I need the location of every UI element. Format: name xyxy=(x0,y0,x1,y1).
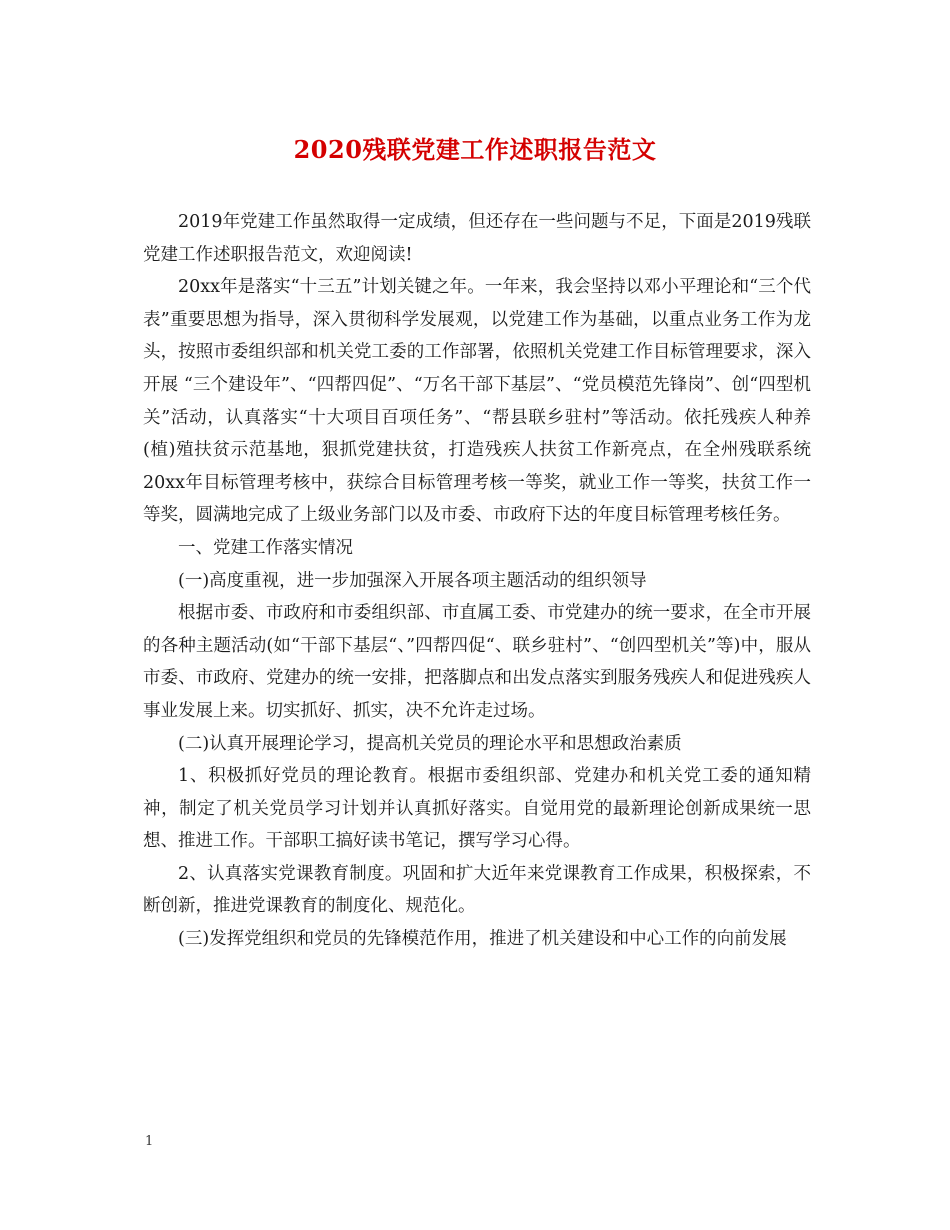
paragraph-item-2: 2、认真落实党课教育制度。巩固和扩大近年来党课教育工作成果，积极探索，不断创新，推进党课教育的制度化、规范化。 xyxy=(143,863,811,917)
page-number: 1 xyxy=(145,1134,154,1149)
paragraph-subsection-1: 根据市委、市政府和市委组织部、市直属工委、市党建办的统一要求，在全市开展的各种主题活动(如“干部下基层“、”四帮四促“、联乡驻村”、“创四型机关”等)中，服从市委、市政府、党建办的统一安排，把落脚点和出发点落实到服务残疾人和促进残疾人事业发展上来。切实抓好、抓实，决不允许走过场。 xyxy=(143,603,811,721)
subsection-heading-1: (一)高度重视，进一步加强深入开展各项主题活动的组织领导 xyxy=(178,570,647,591)
section-heading-1: 一、党建工作落实情况 xyxy=(178,537,353,558)
subsection-heading-3: (三)发挥党组织和党员的先锋模范作用，推进了机关建设和中心工作的向前发展 xyxy=(178,929,787,950)
document-title: 2020残联党建工作述职报告范文 xyxy=(293,135,657,164)
paragraph-item-1: 1、积极抓好党员的理论教育。根据市委组织部、党建办和机关党工委的通知精神，制定了机关党员学习计划并认真抓好落实。自觉用党的最新理论创新成果统一思想、推进工作。干部职工搞好读书笔记，撰写学习心得。 xyxy=(143,766,811,852)
paragraph-overview: 20xx年是落实“十三五”计划关键之年。一年来，我会坚持以邓小平理论和“三个代表”重要思想为指导，深入贯彻科学发展观，以党建工作为基础，以重点业务工作为龙头，按照市委组织部和机关党工委的工作部署，依照机关党建工作目标管理要求，深入开展 “三个建设年”、“四帮四促”、“万名干部下基层”、“党员模范先锋岗”、创“四型机关”活动，认真落实“十大项目百项任务”、“帮县联乡驻村”等活动。依托残疾人种养(植)殖扶贫示范基地，狠抓党建扶贫，打造残疾人扶贫工作新亮点，在全州残联系统20xx年目标管理考核中，获综合目标管理考核一等奖，就业工作一等奖，扶贫工作一等奖，圆满地完成了上级业务部门以及市委、市政府下达的年度目标管理考核任务。 xyxy=(143,277,811,526)
paragraph-intro: 2019年党建工作虽然取得一定成绩，但还存在一些问题与不足，下面是2019残联党建工作述职报告范文，欢迎阅读! xyxy=(143,212,811,265)
subsection-heading-2: (二)认真开展理论学习，提高机关党员的理论水平和思想政治素质 xyxy=(178,733,682,754)
document-body xyxy=(143,206,811,956)
